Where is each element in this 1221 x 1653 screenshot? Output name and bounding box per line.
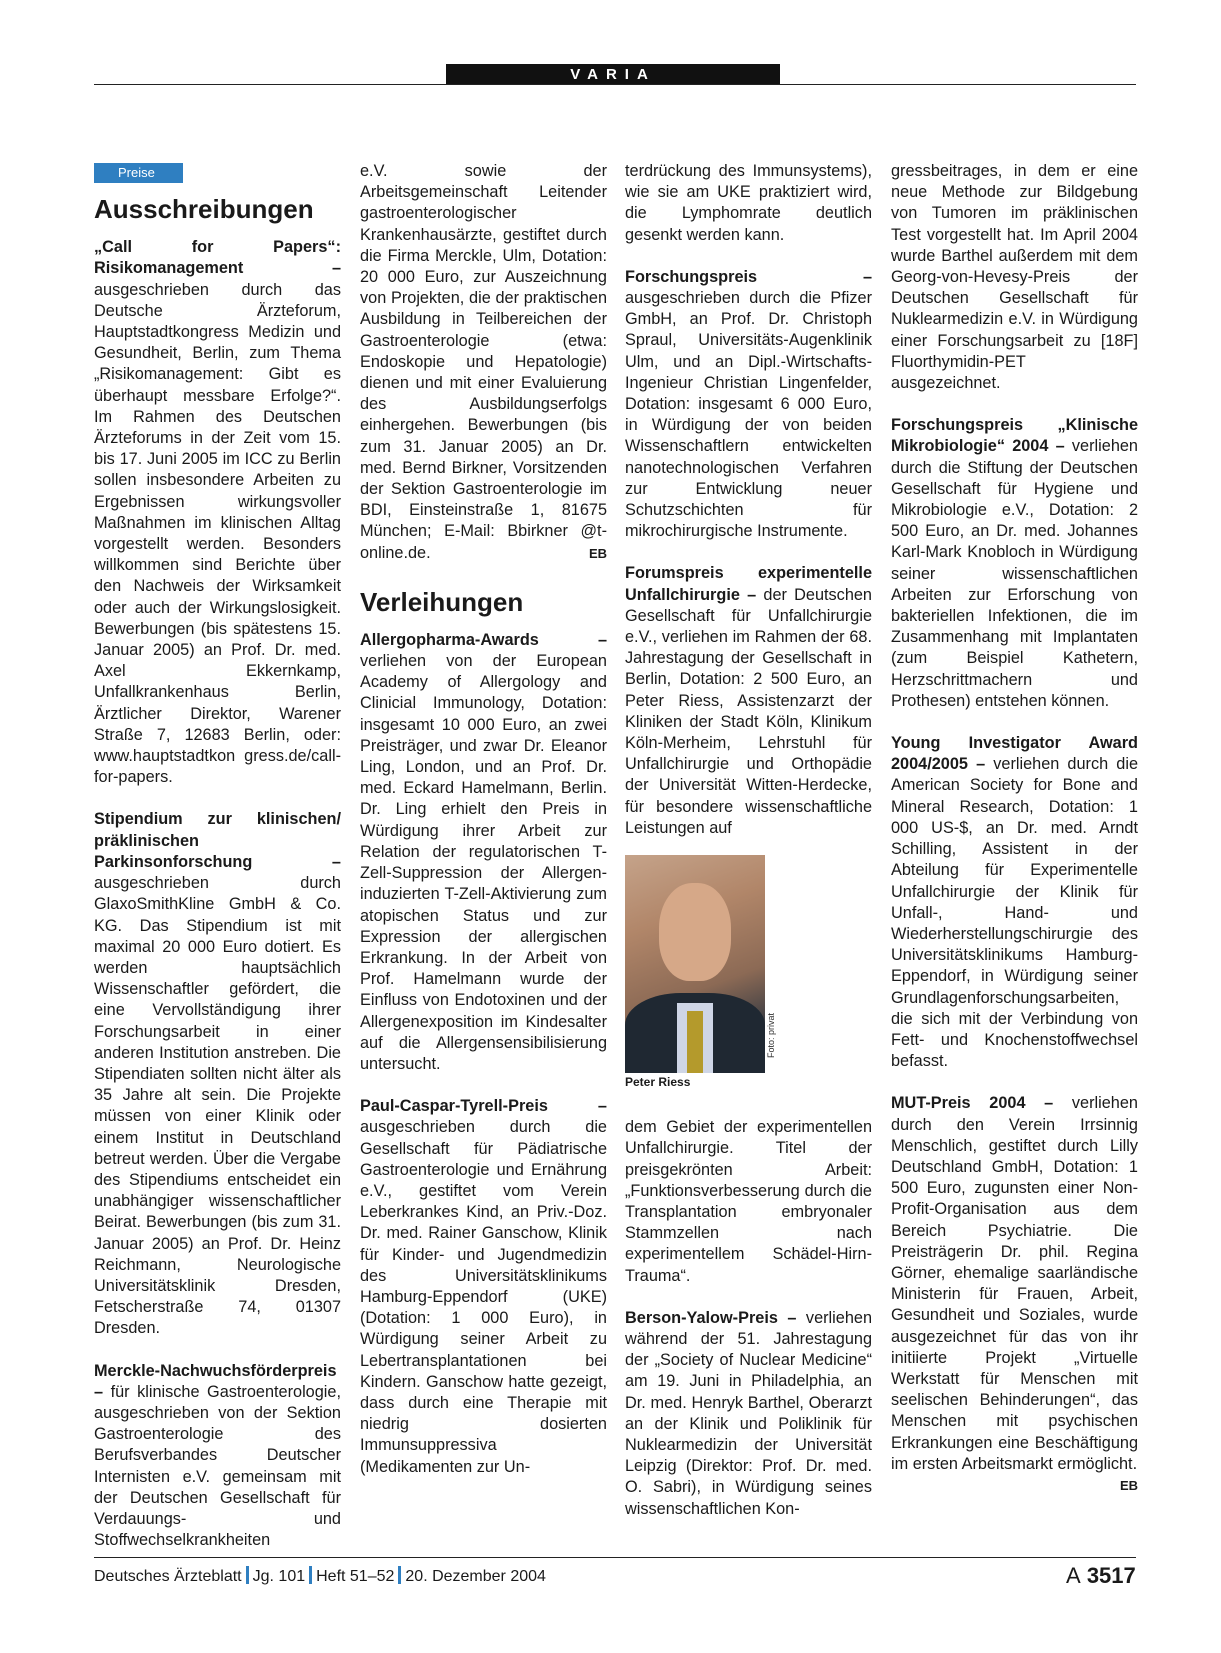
footer-separator xyxy=(398,1566,401,1584)
paragraph-title: Forumspreis experimentelle Unfallchirurgie – xyxy=(625,564,872,604)
article-paragraph xyxy=(94,809,341,1339)
bottom-rule xyxy=(94,1557,1136,1558)
column-1 xyxy=(94,161,341,1551)
section-heading-ausschreibungen: Ausschreibungen xyxy=(94,194,314,225)
article-paragraph xyxy=(94,1361,341,1552)
page-number xyxy=(1066,1561,1136,1591)
paragraph-text: für klinische Gastroenterologie, ausgeschrieben von der Sektion Gastroenterologie des Berufsverbandes Deutscher Internisten e.V. gemeinsam mit der Deutschen Gesellschaft für Verdauungs- und Stoffwechselkrankheiten xyxy=(94,1382,341,1550)
article-paragraph xyxy=(360,630,607,1075)
author-initials: EB xyxy=(588,545,607,561)
top-rule xyxy=(94,84,1136,85)
section-heading-verleihungen: Verleihungen xyxy=(360,586,524,617)
paragraph-text: gressbeitrages, in dem er eine neue Methode zur Bildgebung von Tumoren im präklinischen Test vorgestellt hat. Im April 2004 wurde Barthel außerdem mit dem Georg-von-Hevesy-Preis der Deutschen Gesellschaft für Nuklearmedizin e.V. in Würdigung einer Forschungsarbeit zu [18F] Fluorthymidin-PET ausgezeichnet. xyxy=(891,162,1138,393)
paragraph-text: verliehen durch die Stiftung der Deutschen Gesellschaft für Hygiene und Mikrobiologie e.V., Dotation: 2 500 Euro, an Dr. med. Johannes Karl-Mark Knobloch in Würdigung seiner wissenschaftlichen Arbeiten zur Erforschung von bakteriellen Infektionen, die im Zusammenhang mit Implantaten (zum Beispiel Kathetern, Herzschrittmachern und Prothesen) entstehen können. xyxy=(891,437,1138,710)
paragraph-text: verliehen durch den Verein Irrsinnig Menschlich, gestiftet durch Lilly Deutschland GmbH, Dotation: 1 500 Euro, zugunsten einer Non-Profit-Organisation aus dem Bereich Psychiatrie. Die Preisträgerin Dr. phil. Regina Görner, ehemalige saarländische Ministerin für Frauen, Arbeit, Gesundheit und Soziales, wurde ausgezeichnet für das von ihr initiierte Projekt „Virtuelle Werkstatt für Menschen mit seelischen Behinderungen“, das Menschen mit psychischen Erkrankungen eine Beschäftigung im ersten Arbeitsmarkt ermöglicht. xyxy=(891,1094,1138,1473)
portrait-photo xyxy=(625,855,765,1073)
paragraph-text: e.V. sowie der Arbeitsgemeinschaft Leitender gastroenterologischer Krankenhausärzte, gestiftet durch die Firma Merckle, Ulm, Dotation: 20 000 Euro, zur Auszeichnung von Projekten, die der praktischen Ausbildung in Teilbereichen der Gastroenterologie (etwa: Endoskopie und Hepatologie) dienen und mit einer Evaluierung des Ausbildungserfolgs einhergehen. Bewerbungen (bis zum 31. Januar 2005) an Dr. med. Bernd Birkner, Vorsitzenden der Sektion Gastroenterologie im BDI, Einsteinstraße 1, 81675 München; E-Mail: Bbirkner @t-online.de. xyxy=(360,162,607,562)
paragraph-title: Allergopharma-Awards – xyxy=(360,630,607,649)
paragraph-title: Young Investigator Award 2004/2005 – xyxy=(891,734,1138,774)
article-paragraph xyxy=(891,161,1138,394)
journal-name: Deutsches Ärzteblatt xyxy=(94,1568,242,1585)
column-4 xyxy=(891,161,1138,1496)
paragraph-text: verliehen während der 51. Jahrestagung der „Society of Nuclear Medicine“ am 19. Juni in Philadelphia, an Dr. med. Henryk Barthel, Oberarzt an der Klinik und Poliklinik für Nuklearmedizin der Universität Leipzig (Direktor: Prof. Dr. med. O. Sabri), in Würdigung seines wissenschaftlichen Kon- xyxy=(625,1308,872,1518)
journal-date: 20. Dezember 2004 xyxy=(405,1568,546,1585)
paragraph-text: terdrückung des Immunsystems), wie sie am UKE praktiziert wird, die Lymphomrate deutlich gesenkt werden kann. xyxy=(625,162,872,244)
author-initials: EB xyxy=(1119,1477,1138,1493)
paragraph-text: ausgeschrieben durch das Deutsche Ärzteforum, Hauptstadtkongress Medizin und Gesundheit, Berlin, zum Thema „Risikomanagement: Gibt es überhaupt messbare Erfolge?“. Im Rahmen des Deutschen Ärzteforums in der Zeit vom 15. bis 17. Juni 2005 im ICC zu Berlin sollen insbesondere Arbeiten zu Ergebnissen wirkungsvoller Maßnahmen im klinischen Alltag vorgestellt werden. Besonders willkommen sind Berichte über den Nachweis der Wirksamkeit oder auch der Wirkungslosigkeit. Bewerbungen (bis spätestens 15. Januar 2005) an Prof. Dr. med. Axel Ekkernkamp, Unfallkrankenhaus Berlin, Ärztlicher Direktor, Warener Straße 7, 12683 Berlin, oder: www.hauptstadtkon gress.de/call-for-papers. xyxy=(94,280,341,787)
article-paragraph xyxy=(360,161,607,564)
article-paragraph xyxy=(625,161,872,246)
paragraph-text: ausgeschrieben durch die Pfizer GmbH, an Prof. Dr. Christoph Spraul, Universitäts-Augenklinik Ulm, und an Dipl.-Wirtschafts-Ingenieur Christian Lingenfelder, Dotation: insgesamt 6 000 Euro, in Würdigung der von beiden Wissenschaftlern entwickelten nanotechnologischen Verfahren zur Entwicklung neuer Schutzschichten für mikrochirurgische Instrumente. xyxy=(625,289,872,541)
journal-volume: Jg. 101 xyxy=(252,1568,306,1585)
column-3 xyxy=(625,161,872,1520)
paragraph-text: verliehen durch die American Society for Bone and Mineral Research, Dotation: 1 000 US-$, an Dr. med. Arndt Schilling, Assistent in der Abteilung für Experimentelle Unfallchirurgie der Klinik für Unfall-, Hand- und Wiederherstellungschirurgie des Universitätsklinikums Hamburg-Eppendorf, in Würdigung seiner Grundlagenforschungsarbeiten, die sich mit der Verbindung von Fett- und Knochenstoffwechsel befasst. xyxy=(891,755,1138,1071)
paragraph-title: „Call for Papers“: Risikomanagement – xyxy=(94,238,341,278)
article-paragraph xyxy=(891,415,1138,712)
photo-credit: Foto: privat xyxy=(766,1012,776,1058)
paragraph-title: Merckle-Nachwuchsförderpreis – xyxy=(94,1361,337,1401)
paragraph-title: Paul-Caspar-Tyrell-Preis – xyxy=(360,1097,607,1116)
photo-face xyxy=(659,883,731,981)
article-paragraph xyxy=(625,267,872,543)
paragraph-title: Berson-Yalow-Preis – xyxy=(625,1308,797,1327)
paragraph-text: ausgeschrieben durch GlaxoSmithKline GmbH & Co. KG. Das Stipendium ist mit maximal 20 000 Euro dotiert. Es werden hauptsächlich Wissenschaftler gefördert, die eine Vervollständigung ihrer Forschungsarbeit in einer anderen Institution anstreben. Die Stipendiaten sollten nicht älter als 35 Jahre alt sein. Die Projekte müssen von einer Klinik oder einem Institut in Deutschland betreut werden. Über die Vergabe des Stipendiums entscheidet ein unabhängiger wissenschaftlicher Beirat. Bewerbungen (bis zum 31. Januar 2005) an Prof. Dr. Heinz Reichmann, Neurologische Universitätsklinik Dresden, Fetscherstraße 74, 01307 Dresden. xyxy=(94,874,341,1338)
paragraph-text: verliehen von der European Academy of Allergology and Clinicial Immunology, Dotation: insgesamt 10 000 Euro, an zwei Preisträger, und zwar Dr. Eleanor Ling, London, und an Prof. Dr. med. Eckard Hamelmann, Berlin. Dr. Ling erhielt den Preis in Würdigung ihrer Arbeit zur Relation der regulatorischen T-Zell-Suppression der Allergen-induzierten T-Zell-Aktivierung zum atopischen Status und zur Expression der allergischen Erkrankung. In der Arbeit von Prof. Hamelmann wurde der Einfluss von Endotoxinen und der Allergenexposition im Kindesalter auf die Allergensensibilisierung untersucht. xyxy=(360,652,607,1073)
article-paragraph xyxy=(891,733,1138,1072)
paragraph-text: der Deutschen Gesellschaft für Unfallchirurgie e.V., verliehen im Rahmen der 68. Jahrestagung der Gesellschaft in Berlin, Dotation: 2 500 Euro, an Peter Riess, Assistenzarzt der Kliniken der Stadt Köln, Klinikum Köln-Merheim, Lehrstuhl für Unfallchirurgie und Orthopädie der Universität Witten-Herdecke, für besondere wissenschaftliche Leistungen auf xyxy=(625,585,872,837)
article-paragraph xyxy=(625,1117,872,1287)
journal-issue: Heft 51–52 xyxy=(316,1568,395,1585)
paragraph-text: ausgeschrieben durch die Gesellschaft für Pädiatrische Gastroenterologie und Ernährung e.V., gestiftet vom Verein Leberkrankes Kind, an Priv.-Doz. Dr. med. Rainer Ganschow, Klinik für Kinder- und Jugendmedizin des Universitätsklinikums Hamburg-Eppendorf (UKE) (Dotation: 1 000 Euro), in Würdigung seiner Arbeit zu Lebertransplantationen bei Kindern. Ganschow hatte gezeigt, dass durch eine Therapie mit niedrig dosierten Immunsuppressiva (Medikamenten zur Un- xyxy=(360,1118,607,1476)
page-number-value: 3517 xyxy=(1086,1563,1136,1588)
paragraph-title: Forschungspreis – xyxy=(625,267,872,286)
article-paragraph xyxy=(94,237,341,788)
section-header-bar: VARIA xyxy=(446,64,780,85)
footer-citation xyxy=(94,1565,546,1589)
article-paragraph xyxy=(360,1096,607,1478)
article-paragraph xyxy=(625,1308,872,1520)
column-2 xyxy=(360,161,607,1478)
footer-separator xyxy=(246,1566,249,1584)
paragraph-title: Forschungspreis „Klinische Mikrobiologie“ 2004 – xyxy=(891,416,1138,456)
footer-separator xyxy=(309,1566,312,1584)
paragraph-text: dem Gebiet der experimentellen Unfallchirurgie. Titel der preisgekrönten Arbeit: „Funktionsverbesserung durch die Transplantation embryonaler Stammzellen nach experimentellem Schädel-Hirn-Trauma“. xyxy=(625,1118,872,1285)
article-paragraph xyxy=(891,1093,1138,1493)
paragraph-title: Stipendium zur klinischen/ präklinischen Parkinsonforschung – xyxy=(94,810,341,871)
paragraph-title: MUT-Preis 2004 – xyxy=(891,1094,1054,1113)
photo-tie xyxy=(687,1011,703,1073)
category-tag: Preise xyxy=(94,163,183,183)
page-prefix: A xyxy=(1066,1563,1081,1588)
article-paragraph xyxy=(625,563,872,839)
photo-caption: Peter Riess xyxy=(625,1075,691,1090)
